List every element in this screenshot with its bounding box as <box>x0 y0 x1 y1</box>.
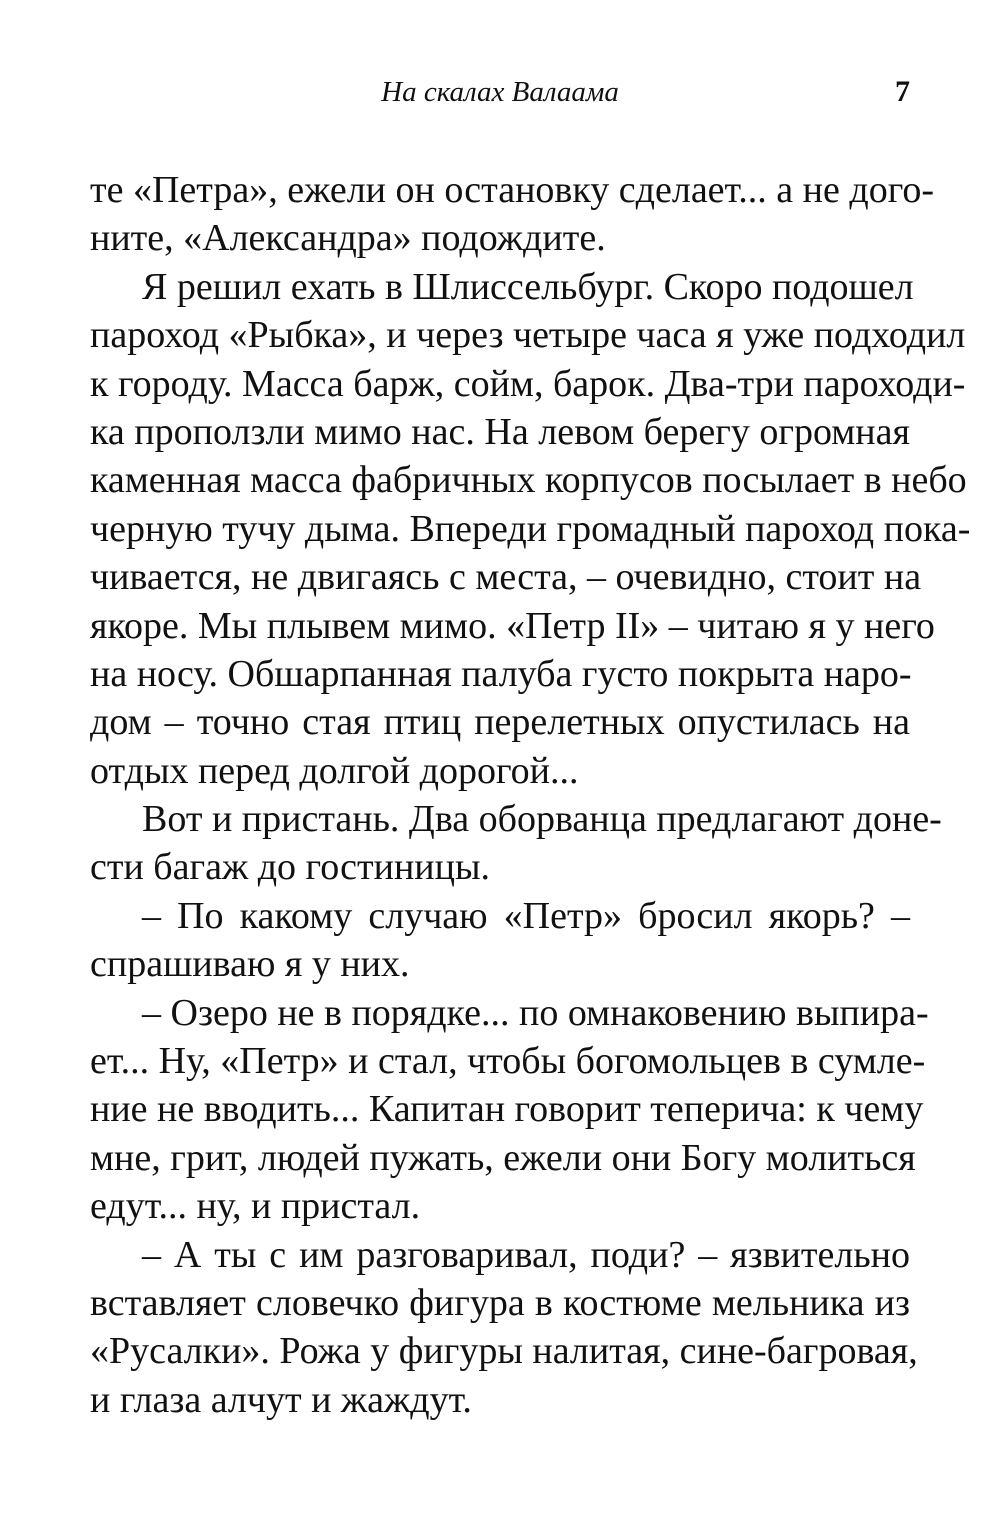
text-line: мне, грит, людей пужать, ежели они Богу молиться <box>90 1136 916 1179</box>
text-line: едут... ну, и пристал. <box>90 1185 421 1228</box>
paragraph-5 <box>90 989 929 1231</box>
text-line: отдых перед долгой дорогой... <box>90 749 579 792</box>
text-line: к городу. Масса барж, сойм, барок. Два-три пароходи- <box>90 362 966 405</box>
text-line: Вот и пристань. Два оборванца предлагают доне- <box>142 798 942 841</box>
text-line: спрашиваю я у них. <box>90 943 410 986</box>
text-line: ните, «Александра» подождите. <box>90 217 606 260</box>
page-number: 7 <box>895 75 910 108</box>
text-line: ние не вводить... Капитан говорит теперича: к чему <box>90 1088 924 1131</box>
running-title: На скалах Валаама <box>381 76 619 108</box>
text-line: и глаза алчут и жаждут. <box>90 1378 472 1421</box>
text-line: пароход «Рыбка», и через четыре часа я уже подходил <box>90 314 966 357</box>
text-line: ка проползли мимо нас. На левом берегу огромная <box>90 410 910 453</box>
running-header <box>90 72 910 112</box>
text-line: якоре. Мы плывем мимо. «Петр II» – читаю я у него <box>90 604 935 647</box>
text-line: – Озеро не в порядке... по омнаковению выпира- <box>142 991 929 1034</box>
text-line: – А ты с им разговаривал, поди? – язвительно <box>142 1233 910 1276</box>
text-line: Я решил ехать в Шлиссельбург. Скоро подошел <box>142 265 914 308</box>
text-line: – По какому случаю «Петр» бросил якорь? – <box>142 894 910 937</box>
text-line: чивается, не двигаясь с места, – очевидно, стоит на <box>90 556 922 599</box>
text-line: на носу. Обшарпанная палуба густо покрыта наро- <box>90 652 912 695</box>
paragraph-6 <box>90 1231 918 1425</box>
paragraph-2 <box>90 263 971 795</box>
text-line: дом – точно стая птиц перелетных опустилась на <box>90 701 910 744</box>
text-line: вставляет словечко фигура в костюме мельника из <box>90 1281 910 1324</box>
paragraph-4 <box>90 892 910 989</box>
paragraph-3 <box>90 795 942 892</box>
text-line: ет... Ну, «Петр» и стал, чтобы богомольцев в сумле- <box>90 1040 926 1083</box>
text-line: «Русалки». Рожа у фигуры налитая, сине-багровая, <box>90 1330 918 1373</box>
body-text <box>90 166 971 1424</box>
text-line: черную тучу дыма. Впереди громадный пароход пока- <box>90 507 971 550</box>
paragraph-1 <box>90 166 934 263</box>
text-line: каменная масса фабричных корпусов посылает в небо <box>90 459 967 502</box>
text-line: сти багаж до гостиницы. <box>90 846 490 889</box>
text-line: те «Петра», ежели он остановку сделает... а не дого- <box>90 169 934 211</box>
